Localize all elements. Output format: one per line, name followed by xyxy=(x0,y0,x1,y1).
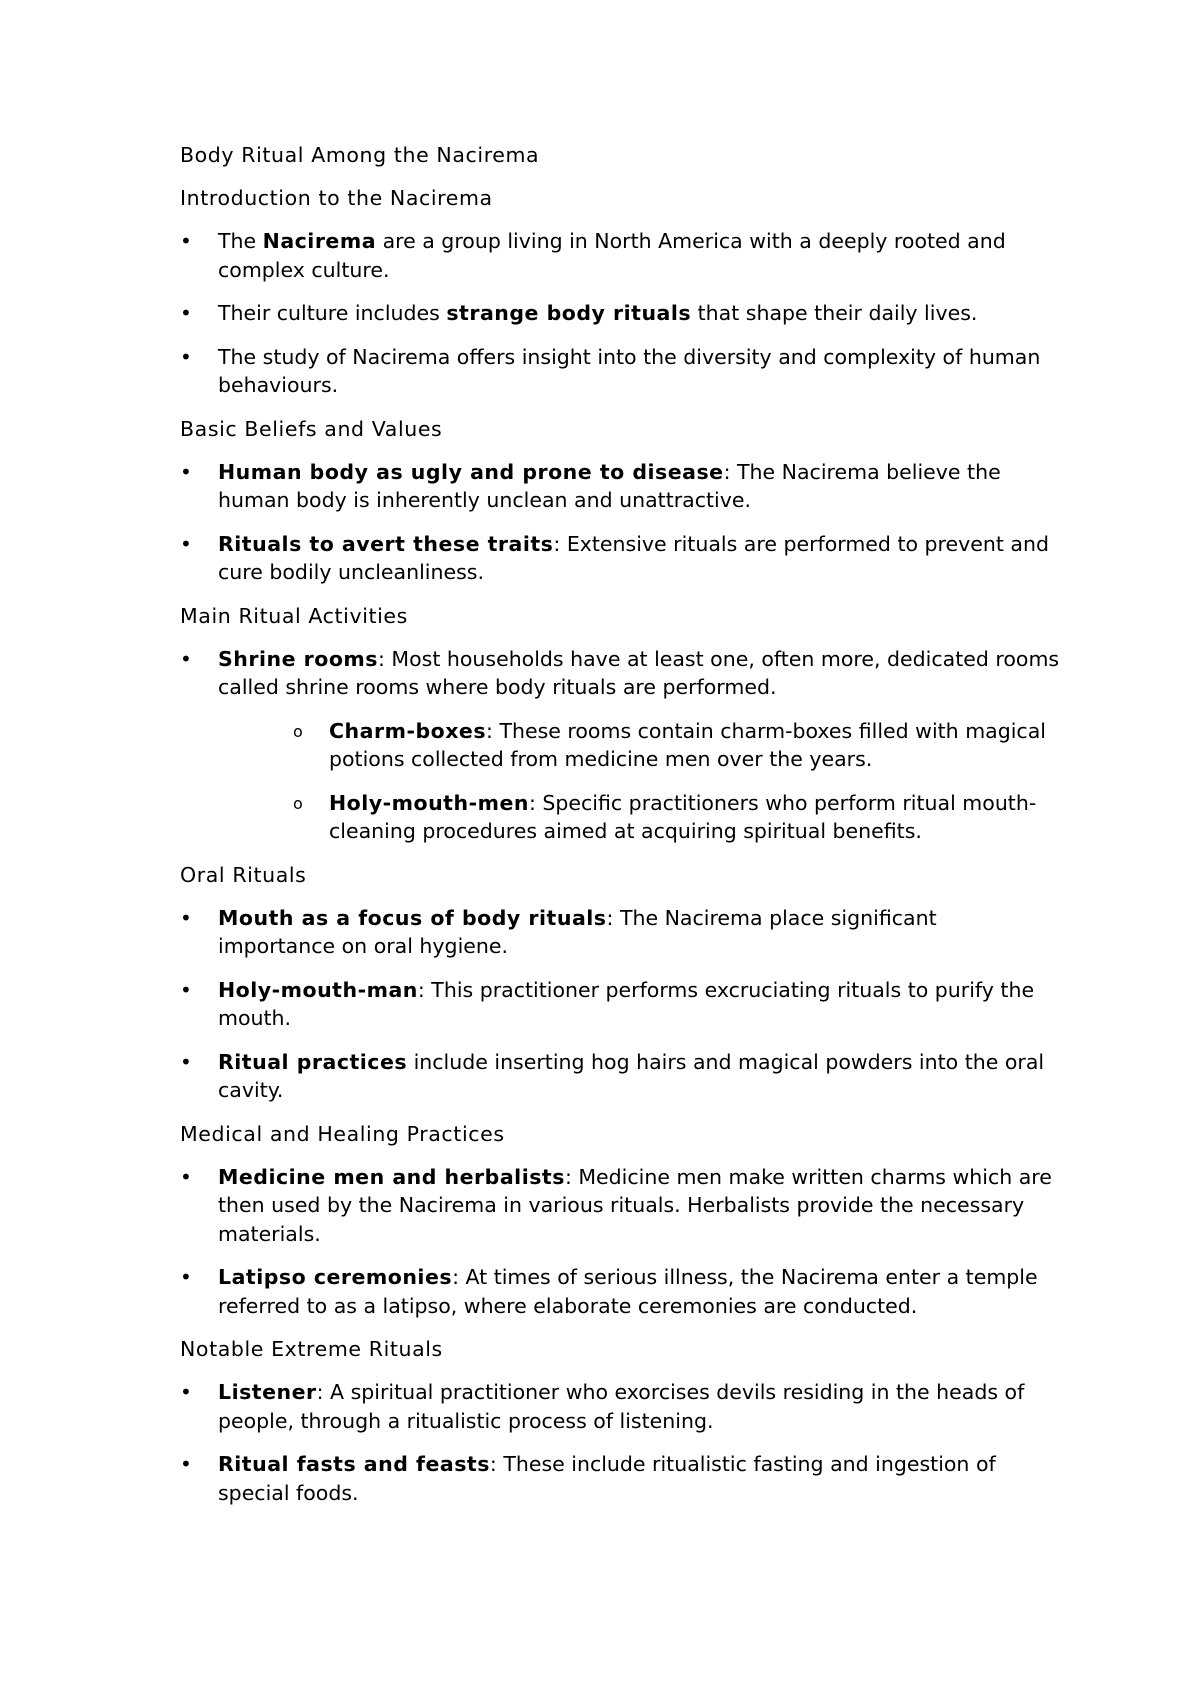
sub-list xyxy=(218,717,1060,846)
bullet-list xyxy=(180,458,1060,587)
list-item xyxy=(180,1378,1060,1435)
circle-bullet-icon: o xyxy=(293,793,303,813)
item-text: : A spiritual practitioner who exorcises devils residing in the heads of people, through a ritualistic process of listening. xyxy=(218,1380,1025,1433)
item-text: that shape their daily lives. xyxy=(691,301,978,325)
bullet-icon: • xyxy=(180,646,192,671)
document-title: Body Ritual Among the Nacirema xyxy=(180,143,540,167)
item-text: : This practitioner performs excruciating rituals to purify the mouth. xyxy=(218,977,1035,1030)
sub-item-text: : These rooms contain charm-boxes filled with magical potions collected from medicine men over the years. xyxy=(329,718,1046,771)
bullet-icon: • xyxy=(180,977,192,1002)
item-term: strange body rituals xyxy=(446,301,692,325)
item-text-prefix: Their culture includes xyxy=(218,301,447,325)
document-body xyxy=(180,184,1060,1507)
sub-list-item xyxy=(291,717,1060,774)
list-item xyxy=(180,1163,1060,1249)
item-text: : Most households have at least one, often more, dedicated rooms called shrine rooms where body rituals are performed. xyxy=(218,646,1060,699)
list-item xyxy=(180,227,1060,284)
list-item xyxy=(180,458,1060,515)
section-heading: Introduction to the Nacirema xyxy=(180,186,493,210)
section-heading: Basic Beliefs and Values xyxy=(180,416,443,441)
item-term: Nacirema xyxy=(262,229,377,253)
section-heading: Oral Rituals xyxy=(180,862,307,887)
sub-item-term: Charm-boxes xyxy=(329,718,487,743)
list-item xyxy=(180,299,1060,328)
bullet-list xyxy=(180,1163,1060,1321)
item-text: are a group living in North America with a deeply rooted and complex culture. xyxy=(218,229,1006,282)
bullet-icon: • xyxy=(180,301,192,325)
item-term: Holy-mouth-man xyxy=(218,977,418,1002)
list-item xyxy=(180,1450,1060,1507)
section-heading: Notable Extreme Rituals xyxy=(180,1337,443,1361)
item-text: include inserting hog hairs and magical powders into the oral cavity. xyxy=(218,1049,1045,1102)
bullet-list xyxy=(180,227,1060,400)
item-text: : The Nacirema believe the human body is inherently unclean and unattractive. xyxy=(218,459,1001,512)
document-page xyxy=(180,141,1060,1522)
item-term: Listener xyxy=(218,1380,317,1404)
list-item xyxy=(180,904,1060,961)
bullet-list xyxy=(180,904,1060,1105)
sub-list-item xyxy=(291,789,1060,846)
list-item xyxy=(180,645,1060,846)
bullet-icon: • xyxy=(180,1164,192,1189)
bullet-icon: • xyxy=(180,1452,192,1476)
bullet-icon: • xyxy=(180,344,192,369)
item-text-prefix: The xyxy=(218,229,263,253)
list-item xyxy=(180,1263,1060,1320)
bullet-list xyxy=(180,645,1060,846)
item-term: Ritual fasts and feasts xyxy=(218,1452,490,1476)
sub-item-text: : Specific practitioners who perform ritual mouth-cleaning procedures aimed at acquiring spiritual benefits. xyxy=(329,790,1037,843)
bullet-icon: • xyxy=(180,1265,192,1289)
item-text: : The Nacirema place significant importance on oral hygiene. xyxy=(218,905,937,958)
list-item xyxy=(180,1048,1060,1105)
list-item xyxy=(180,530,1060,587)
item-text: : Extensive rituals are performed to prevent and cure bodily uncleanliness. xyxy=(218,531,1050,584)
bullet-list xyxy=(180,1378,1060,1507)
item-text: : At times of serious illness, the Nacirema enter a temple referred to as a latipso, where elaborate ceremonies are conducted. xyxy=(218,1265,1038,1318)
bullet-icon: • xyxy=(180,531,192,556)
item-term: Human body as ugly and prone to disease xyxy=(218,459,724,484)
bullet-icon: • xyxy=(180,905,192,930)
item-term: Medicine men and herbalists xyxy=(218,1164,565,1189)
circle-bullet-icon: o xyxy=(293,721,303,741)
item-text: : These include ritualistic fasting and ingestion of special foods. xyxy=(218,1452,996,1505)
bullet-icon: • xyxy=(180,1380,192,1404)
item-text: : Medicine men make written charms which are then used by the Nacirema in various rituals. Herbalists provide the necessary materials. xyxy=(218,1164,1052,1246)
bullet-icon: • xyxy=(180,229,192,253)
item-term: Rituals to avert these traits xyxy=(218,531,554,556)
section-heading: Medical and Healing Practices xyxy=(180,1121,505,1146)
item-term: Shrine rooms xyxy=(218,646,378,671)
item-term: Ritual practices xyxy=(218,1049,408,1074)
list-item xyxy=(180,976,1060,1033)
item-term: Mouth as a focus of body rituals xyxy=(218,905,607,930)
section-heading: Main Ritual Activities xyxy=(180,603,408,628)
sub-item-term: Holy-mouth-men xyxy=(329,790,529,815)
bullet-icon: • xyxy=(180,459,192,484)
bullet-icon: • xyxy=(180,1049,192,1074)
item-term: Latipso ceremonies xyxy=(218,1265,453,1289)
list-item xyxy=(180,343,1060,400)
item-text: The study of Nacirema offers insight into the diversity and complexity of human behaviours. xyxy=(218,344,1041,397)
